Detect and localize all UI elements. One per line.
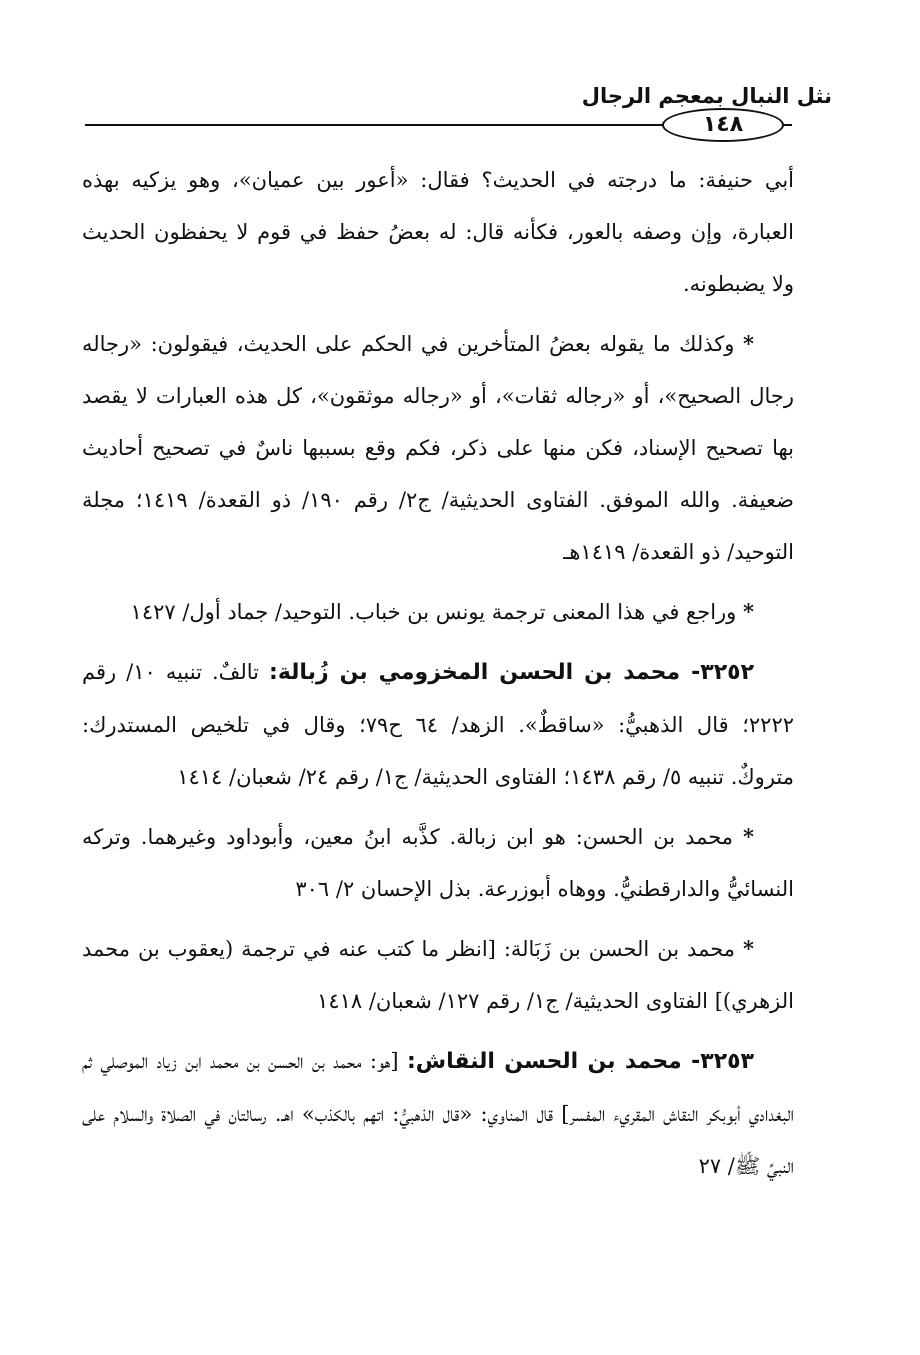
paragraph-note [82,811,794,915]
paragraph-text: أبي حنيفة: ما درجته في الحديث؟ فقال: «أعور بين عميان»، وهو يزكيه بهذه العبارة، وإن وصفه بالعور، فكأنه قال: له بعضُ حفظ في قوم لا يحفظون الحديث ولا يضبطونه. [82,168,794,296]
paragraph-text: وكذلك ما يقوله بعضُ المتأخرين في الحكم على الحديث، فيقولون: «رجاله رجال الصحيح»، أو «رجاله ثقات»، أو «رجاله موثقون»، كل هذه العبارات لا يقصد بها تصحيح الإسناد، فكن منها على ذكر، فكم وقع بسببها ناسٌ في تصحيح أحاديث ضعيفة. والله الموفق. الفتاوى الحديثية/ ج٢/ رقم ١٩٠/ ذو القعدة/ ١٤١٩؛ مجلة التوحيد/ ذو القعدة/ ١٤١٩هـ [82,332,794,564]
asterisk-marker: * [743,824,754,849]
asterisk-marker: * [743,331,754,356]
paragraph-note [82,318,794,578]
entry-heading: ٣٢٥٣- محمد بن الحسن النقاش: [406,1049,754,1074]
running-title: نثل النبال بمعجم الرجال [581,84,832,108]
entry-3253 [82,1035,794,1192]
paragraph-note [82,923,794,1027]
paragraph-text: محمد بن الحسن بن زَبَالة: [انظر ما كتب عنه في ترجمة (يعقوب بن محمد الزهري)] الفتاوى الحديثية/ ج١/ رقم ١٢٧/ شعبان/ ١٤١٨ [82,937,794,1013]
paragraph-note [82,586,794,638]
page-number: ١٤٨ [662,108,784,142]
header-rule [85,124,668,126]
paragraph-text: وراجع في هذا المعنى ترجمة يونس بن خباب. التوحيد/ جماد أول/ ١٤٢٧ [130,600,737,624]
paragraph-text: محمد بن الحسن: هو ابن زبالة. كذَّبه ابنُ معين، وأبوداود وغيرهما. وتركه النسائيُّ والدارقطنيُّ. ووهاه أبوزرعة. بذل الإحسان ٢/ ٣٠٦ [82,825,794,901]
asterisk-marker: * [743,599,754,624]
entry-text: تالفٌ. تنبيه ١٠/ رقم ٢٢٢٢؛ قال الذهبيُّ: «ساقطٌ». الزهد/ ٦٤ ح٧٩؛ وقال في تلخيص المستدرك: متروكٌ. تنبيه ٥/ رقم ١٤٣٨؛ الفتاوى الحديثية/ ج١/ رقم ٢٤/ شعبان/ ١٤١٤ [82,660,795,789]
body-text [82,154,794,1200]
entry-heading: ٣٢٥٢- محمد بن الحسن المخزومي بن زُبالة: [269,660,754,685]
asterisk-marker: * [743,936,754,961]
paragraph-continuation [82,154,794,310]
entry-3252 [82,646,794,803]
entry-text: [هو: محمد بن الحسن بن محمد ابن زياد الموصلي ثم البغدادي أبوبكر النقاش المقريء المفسر] قال المناوي: «قال الذهبيُّ: اتهم بالكذب» اهـ. رسالتان في الصلاة والسلام على النبيِّ ﷺ/ ٢٧ [82,1049,794,1178]
